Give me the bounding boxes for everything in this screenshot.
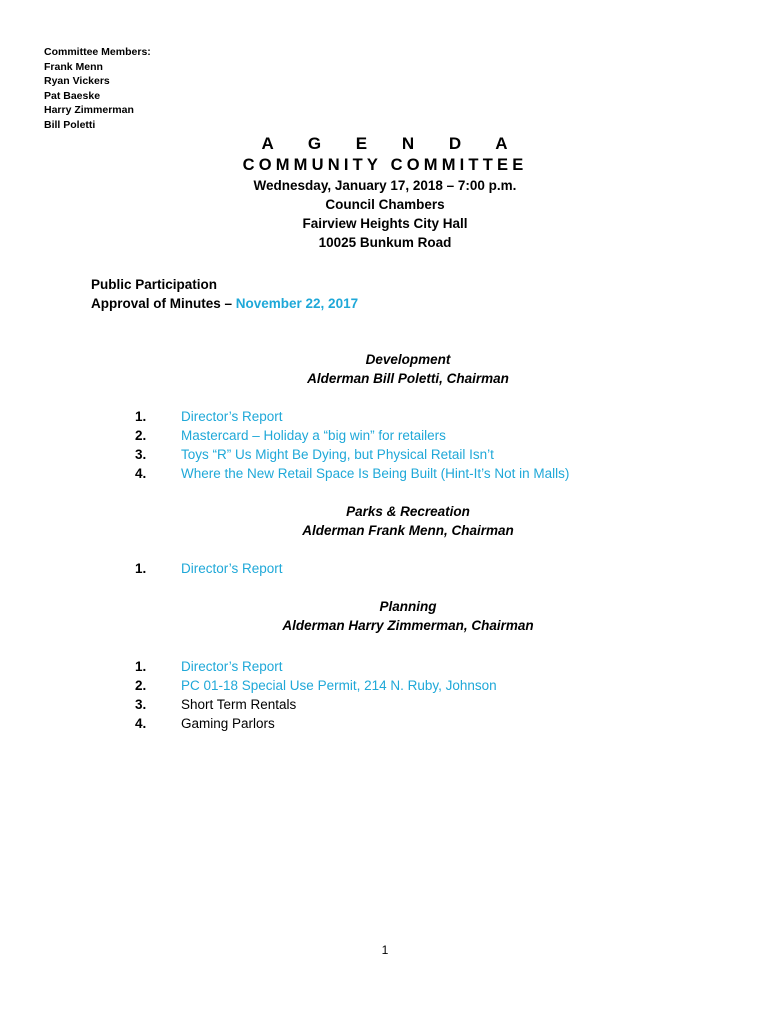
committee-title: COMMUNITY COMMITTEE: [242, 156, 528, 174]
meeting-date-time: Wednesday, January 17, 2018 – 7:00 p.m.: [253, 178, 517, 193]
committee-member: Ryan Vickers: [44, 75, 110, 87]
item-link[interactable]: Mastercard – Holiday a “big win” for retailers: [181, 428, 446, 443]
section-title: Planning: [379, 599, 437, 614]
item-text: Short Term Rentals: [181, 697, 297, 712]
section-parks-heading: [0, 502, 770, 540]
item-number: 1.: [135, 561, 147, 576]
committee-member: Frank Menn: [44, 60, 103, 73]
item-link[interactable]: Director’s Report: [181, 659, 283, 674]
item-text: Gaming Parlors: [181, 716, 275, 731]
committee-member: Bill Poletti: [44, 118, 96, 131]
item-number: 2.: [135, 428, 147, 443]
agenda-item: [135, 445, 569, 464]
agenda-item: [135, 559, 283, 578]
item-link[interactable]: Where the New Retail Space Is Being Built (Hint-It’s Not in Malls): [181, 466, 570, 481]
item-link[interactable]: Director’s Report: [181, 561, 283, 576]
agenda-item: [135, 464, 569, 483]
section-chair: Alderman Bill Poletti, Chairman: [307, 371, 509, 386]
item-number: 1.: [135, 659, 147, 674]
section-development-items: [135, 407, 569, 483]
section-planning-items: [135, 657, 497, 733]
minutes-link[interactable]: November 22, 2017: [235, 296, 359, 311]
section-planning-heading: [0, 597, 770, 635]
item-link[interactable]: Toys “R” Us Might Be Dying, but Physical Retail Isn’t: [181, 447, 494, 462]
item-number: 4.: [135, 466, 147, 481]
item-number: 3.: [135, 697, 147, 712]
agenda-item: [135, 676, 497, 695]
agenda-header: [0, 133, 770, 252]
opening-items: [91, 275, 358, 313]
section-title: Development: [365, 352, 451, 367]
section-development-heading: [0, 350, 770, 388]
agenda-item: [135, 426, 569, 445]
agenda-item: [135, 695, 497, 714]
page-number: 1: [381, 943, 389, 957]
item-link[interactable]: PC 01-18 Special Use Permit, 214 N. Ruby, Johnson: [181, 678, 497, 693]
meeting-location: Council Chambers: [325, 197, 445, 212]
section-parks-items: [135, 559, 283, 578]
item-link[interactable]: Director’s Report: [181, 409, 283, 424]
item-number: 2.: [135, 678, 147, 693]
approval-of-minutes: [91, 294, 358, 313]
agenda-item: [135, 657, 497, 676]
section-chair: Alderman Frank Menn, Chairman: [302, 523, 514, 538]
approval-label: Approval of Minutes –: [91, 296, 236, 311]
committee-members-heading: Committee Members:: [44, 46, 151, 58]
section-title: Parks & Recreation: [346, 504, 470, 519]
committee-member: Pat Baeske: [44, 89, 101, 102]
public-participation: Public Participation: [91, 277, 218, 292]
meeting-address: 10025 Bunkum Road: [318, 235, 452, 250]
agenda-item: [135, 407, 569, 426]
committee-member: Harry Zimmerman: [44, 104, 134, 116]
item-number: 1.: [135, 409, 147, 424]
agenda-title: A G E N D A: [261, 134, 523, 153]
section-chair: Alderman Harry Zimmerman, Chairman: [282, 618, 534, 633]
item-number: 3.: [135, 447, 147, 462]
meeting-building: Fairview Heights City Hall: [302, 216, 468, 231]
committee-members: [44, 45, 151, 132]
item-number: 4.: [135, 716, 147, 731]
agenda-item: [135, 714, 497, 733]
